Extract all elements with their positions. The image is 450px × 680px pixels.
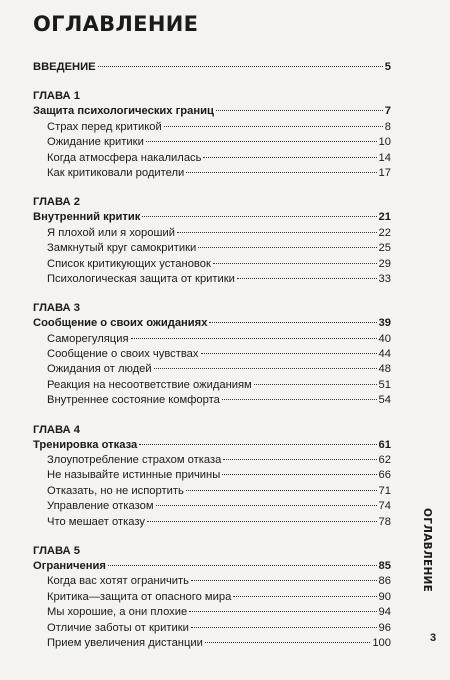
toc-entry[interactable] (33, 515, 391, 530)
toc-entry-label: Страх перед критикой (47, 120, 162, 133)
toc-entry-page: 40 (378, 332, 391, 345)
chapter-heading: ГЛАВА 2 (33, 196, 80, 209)
dot-leader (222, 399, 377, 400)
toc-entry-label: Реакция на несоответствие ожиданиям (47, 378, 252, 391)
toc-entry[interactable] (33, 257, 391, 272)
toc-entry-label: Сообщение о своих чувствах (47, 348, 199, 361)
dot-leader (254, 384, 377, 385)
page-title: ОГЛАВЛЕНИЕ (33, 12, 199, 36)
toc-entry-page: 78 (378, 515, 391, 528)
toc-entry-page: 5 (384, 61, 391, 73)
toc-chapter-title[interactable] (33, 104, 391, 119)
page-number: 3 (430, 632, 437, 644)
toc-entry-page: 62 (378, 454, 391, 467)
toc-entry-label: Ограничения (33, 559, 106, 572)
toc-entry-label: Внутреннее состояние комфорта (47, 394, 220, 407)
dot-leader (146, 141, 377, 142)
toc-entry-label: Когда вас хотят ограничить (47, 575, 189, 588)
toc-chapter-title[interactable] (33, 210, 391, 225)
toc-entry-label: Управление отказом (47, 500, 154, 513)
table-of-contents (33, 60, 391, 651)
toc-entry[interactable] (33, 453, 391, 468)
toc-entry[interactable] (33, 636, 391, 651)
toc-entry-label: ВВЕДЕНИЕ (33, 61, 96, 73)
chapter-heading: ГЛАВА 3 (33, 302, 80, 315)
toc-entry-label: Ожидание критики (47, 136, 144, 149)
toc-entry-page: 25 (378, 242, 391, 255)
dot-leader (191, 627, 377, 628)
dot-leader (189, 611, 376, 612)
toc-entry[interactable] (33, 226, 391, 241)
toc-entry-page: 33 (378, 272, 391, 285)
toc-entry[interactable] (33, 468, 391, 483)
dot-leader (223, 459, 376, 460)
toc-entry-page: 96 (378, 621, 391, 634)
dot-leader (198, 247, 376, 248)
toc-chapter-title[interactable] (33, 559, 391, 574)
toc-entry-page: 85 (378, 559, 391, 572)
dot-leader (201, 353, 377, 354)
chapter-heading: ГЛАВА 4 (33, 423, 80, 436)
dot-leader (216, 110, 383, 111)
toc-entry-label: Отказать, но не испортить (47, 484, 184, 497)
dot-leader (237, 278, 377, 279)
toc-entry-label: Злоупотребление страхом отказа (47, 454, 222, 467)
toc-chapter-title[interactable] (33, 438, 391, 453)
dot-leader (186, 490, 377, 491)
toc-entry-label: Что мешает отказу (47, 515, 145, 528)
toc-entry-label: Внутренний критик (33, 211, 141, 224)
toc-entry[interactable] (33, 166, 391, 181)
toc-entry-page: 29 (378, 257, 391, 270)
toc-entry-page: 61 (378, 438, 391, 451)
toc-entry-label: Саморегуляция (47, 332, 129, 345)
toc-entry[interactable] (33, 272, 391, 287)
toc-entry-page: 17 (378, 166, 391, 179)
toc-chapter-title[interactable] (33, 316, 391, 331)
toc-entry-page: 51 (378, 378, 391, 391)
toc-entry-intro[interactable] (33, 60, 391, 75)
toc-entry-page: 90 (378, 590, 391, 603)
toc-entry-label: Отличие заботы от критики (47, 621, 189, 634)
toc-entry[interactable] (33, 120, 391, 135)
toc-entry[interactable] (33, 332, 391, 347)
dot-leader (191, 580, 377, 581)
dot-leader (233, 596, 376, 597)
toc-entry-label: Защита психологических границ (33, 105, 214, 118)
side-section-tab: ОГЛАВЛЕНИЕ (421, 508, 433, 593)
toc-entry-page: 22 (378, 226, 391, 239)
chapter-heading: ГЛАВА 5 (33, 544, 80, 557)
toc-entry-page: 7 (384, 105, 391, 118)
toc-entry-page: 48 (378, 363, 391, 376)
dot-leader (147, 521, 377, 522)
dot-leader (131, 338, 377, 339)
toc-entry[interactable] (33, 590, 391, 605)
toc-entry-page: 54 (378, 394, 391, 407)
chapter-heading: ГЛАВА 1 (33, 90, 80, 103)
toc-entry[interactable] (33, 605, 391, 620)
toc-entry[interactable] (33, 621, 391, 636)
toc-entry[interactable] (33, 151, 391, 166)
toc-entry-page: 39 (378, 317, 391, 330)
toc-entry-label: Мы хорошие, а они плохие (47, 606, 188, 619)
toc-entry-page: 21 (378, 211, 391, 224)
dot-leader (203, 157, 376, 158)
dot-leader (177, 232, 377, 233)
dot-leader (108, 565, 377, 566)
toc-entry[interactable] (33, 362, 391, 377)
dot-leader (209, 322, 376, 323)
toc-entry-page: 71 (378, 484, 391, 497)
dot-leader (205, 642, 370, 643)
dot-leader (222, 474, 376, 475)
toc-entry-page: 14 (378, 151, 391, 164)
toc-entry-label: Тренировка отказа (33, 438, 138, 451)
toc-entry-label: Не называйте истинные причины (47, 469, 221, 482)
toc-entry-label: Сообщение о своих ожиданиях (33, 317, 208, 330)
toc-entry-page: 8 (384, 120, 391, 133)
dot-leader (213, 263, 377, 264)
toc-entry[interactable] (33, 574, 391, 589)
toc-entry-page: 10 (378, 136, 391, 149)
toc-entry-label: Прием увеличения дистанции (47, 636, 203, 649)
toc-entry-page: 44 (378, 348, 391, 361)
toc-entry-label: Как критиковали родители (47, 166, 185, 179)
dot-leader (154, 368, 377, 369)
dot-leader (142, 216, 376, 217)
dot-leader (156, 505, 377, 506)
dot-leader (186, 172, 376, 173)
toc-entry[interactable] (33, 499, 391, 514)
toc-entry[interactable] (33, 135, 391, 150)
toc-entry-label: Критика—защита от опасного мира (47, 590, 232, 603)
dot-leader (164, 126, 383, 127)
toc-entry[interactable] (33, 484, 391, 499)
dot-leader (98, 66, 383, 67)
toc-entry-label: Ожидания от людей (47, 363, 152, 376)
toc-entry[interactable] (33, 393, 391, 408)
toc-entry-page: 74 (378, 500, 391, 513)
toc-entry-label: Я плохой или я хороший (47, 226, 175, 239)
toc-entry[interactable] (33, 241, 391, 256)
toc-entry-page: 94 (378, 606, 391, 619)
toc-entry-label: Список критикующих установок (47, 257, 211, 270)
toc-entry-label: Когда атмосфера накалилась (47, 151, 202, 164)
toc-entry[interactable] (33, 347, 391, 362)
toc-entry-page: 66 (378, 469, 391, 482)
toc-entry-page: 100 (372, 636, 391, 649)
toc-entry-page: 86 (378, 575, 391, 588)
dot-leader (139, 444, 376, 445)
toc-entry-label: Психологическая защита от критики (47, 272, 235, 285)
toc-entry-label: Замкнутый круг самокритики (47, 242, 197, 255)
toc-entry[interactable] (33, 378, 391, 393)
